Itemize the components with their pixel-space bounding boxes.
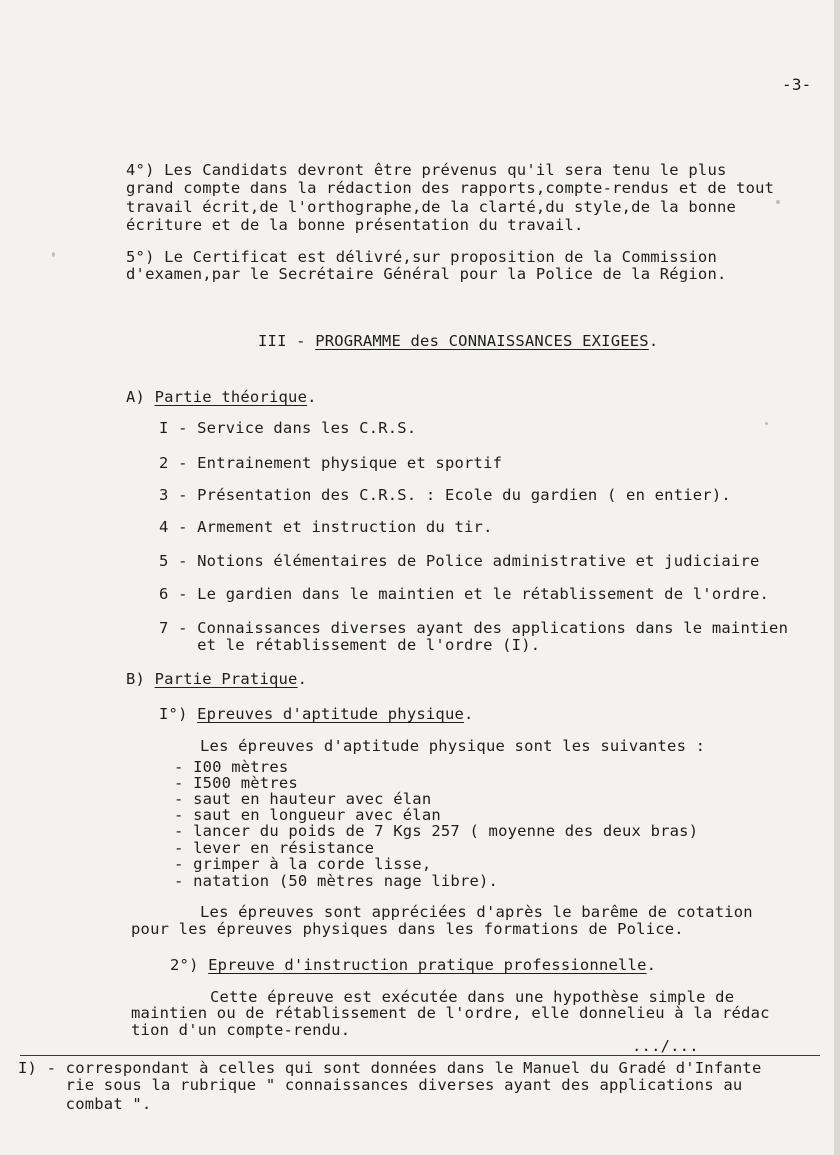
part-a-item: 3 - Présentation des C.R.S. : Ecole du gardien ( en entier). xyxy=(159,486,731,504)
subsection-1-number: I°) xyxy=(159,705,198,723)
physical-tests-note-line2: pour les épreuves physiques dans les formations de Police. xyxy=(131,920,684,938)
part-a-item: 4 - Armement et instruction du tir. xyxy=(159,518,493,536)
subsection-1-title-text: Epreuves d'aptitude physique xyxy=(197,705,465,723)
physical-test-item: - grimper à la corde lisse, xyxy=(174,855,432,873)
part-b-label: B) xyxy=(126,670,155,688)
section4-line4: écriture et de la bonne présentation du travail. xyxy=(126,216,584,234)
part-a-item: 7 - Connaissances diverses ayant des applications dans le maintien xyxy=(159,619,789,637)
footnote-line3: combat ". xyxy=(18,1095,152,1113)
physical-test-item: - lever en résistance xyxy=(174,839,375,857)
part-b-dot: . xyxy=(297,670,308,688)
physical-tests-intro: Les épreuves d'aptitude physique sont les suivantes : xyxy=(200,737,706,755)
subsection-2-number: 2°) xyxy=(170,956,209,974)
subsection-1-title xyxy=(159,706,474,723)
footnote-line1: I) - correspondant à celles qui sont données dans le Manuel du Gradé d'Infante xyxy=(18,1059,762,1077)
part-a-item: I - Service dans les C.R.S. xyxy=(159,419,417,437)
section4-line2: grand compte dans la rédaction des rapports,compte-rendus et de tout xyxy=(126,179,775,197)
physical-test-item: - natation (50 mètres nage libre). xyxy=(174,872,499,890)
section4-line1: 4°) Les Candidats devront être prévenus qu'il sera tenu le plus xyxy=(126,161,727,179)
part-a-item-continued: et le rétablissement de l'ordre (I). xyxy=(159,636,541,654)
subsection-2-title-text: Epreuve d'instruction pratique professionnelle xyxy=(208,956,647,974)
practical-test-line1: Cette épreuve est exécutée dans une hypothèse simple de xyxy=(210,988,735,1006)
section5-line1: 5°) Le Certificat est délivré,sur proposition de la Commission xyxy=(126,248,717,266)
physical-test-item: - lancer du poids de 7 Kgs 257 ( moyenne des deux bras) xyxy=(174,822,699,840)
section4-line3: travail écrit,de l'orthographe,de la clarté,du style,de la bonne xyxy=(126,198,737,216)
part-a-item: 2 - Entrainement physique et sportif xyxy=(159,454,503,472)
section5-line2: d'examen,par le Secrétaire Général pour la Police de la Région. xyxy=(126,265,727,283)
part-a-item: 6 - Le gardien dans le maintien et le rétablissement de l'ordre. xyxy=(159,585,770,603)
physical-test-item: - saut en hauteur avec élan xyxy=(174,790,432,808)
practical-test-line2: maintien ou de rétablissement de l'ordre, elle donnelieu à la rédac xyxy=(131,1004,770,1022)
footnote-line2: rie sous la rubrique " connaissances diverses ayant des applications au xyxy=(18,1076,743,1094)
subsection-2-dot: . xyxy=(646,956,657,974)
part-b-title-text: Partie Pratique xyxy=(154,670,298,688)
ink-speck xyxy=(765,422,768,425)
part-a-dot: . xyxy=(307,388,317,406)
ink-speck xyxy=(52,252,55,257)
heading-title: PROGRAMME des CONNAISSANCES EXIGEES xyxy=(315,332,649,350)
heading-prefix: III - xyxy=(258,332,316,350)
part-a-title-text: Partie théorique xyxy=(154,388,308,406)
part-a-item: 5 - Notions élémentaires de Police administrative et judiciaire xyxy=(159,552,760,570)
subsection-1-dot: . xyxy=(464,705,474,723)
physical-test-item: - saut en longueur avec élan xyxy=(174,806,441,824)
practical-test-line3: tion d'un compte-rendu. xyxy=(131,1021,351,1039)
page-edge-shadow xyxy=(834,0,840,1155)
subsection-2-title xyxy=(170,957,656,974)
ink-speck xyxy=(776,200,780,204)
continuation-marker: .../... xyxy=(632,1037,699,1055)
part-a-title xyxy=(126,389,317,406)
page-number: -3- xyxy=(782,75,812,94)
physical-test-item: - I500 mètres xyxy=(174,774,298,792)
part-b-title xyxy=(126,671,307,688)
physical-tests-note-line1: Les épreuves sont appréciées d'après le barême de cotation xyxy=(200,903,753,921)
heading-suffix: . xyxy=(648,332,659,350)
footnote-separator xyxy=(20,1055,820,1056)
part-a-label: A) xyxy=(126,388,155,406)
section-heading xyxy=(258,333,658,350)
physical-test-item: - I00 mètres xyxy=(174,758,289,776)
